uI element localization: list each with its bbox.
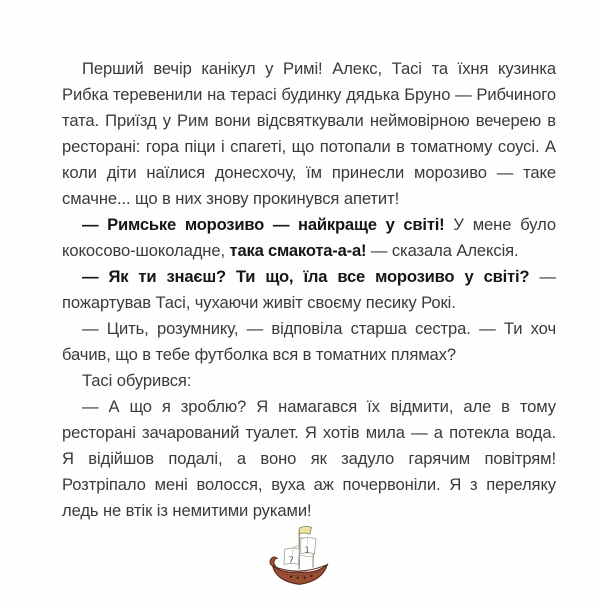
body-text: — А що я зроблю? Я намагався їх відмити, але в тому ресторані зачарований туалет. Я хотів мила — а потекла вода. Я відійшов подалі, а воно як задуло гарячим повітрям! Розтріпало мені волосся, вуха аж почервоніли. Я з переляку ледь не втік із немитими руками!: [62, 397, 556, 520]
body-text: Перший вечір канікул у Римі! Алекс, Тасі та їхня кузинка Рибка теревенили на терасі будинку дядька Бруно — Рибчиного тата. Приїзд у Рим вони відсвяткували неймовірною вечерею в ресторані: гора піци і спагеті, що потопали в томатному соусі. А коли діти наїлися донесхочу, їм принесли морозиво — таке смачне... що в них знову прокинувся апетит!: [62, 59, 556, 208]
pirate-ship-svg: [254, 522, 346, 598]
paragraph: [62, 368, 556, 394]
emphasis-text: — Римське морозиво — найкраще у світі!: [82, 215, 445, 234]
paragraph: [62, 394, 556, 524]
body-text: Тасі обурився:: [82, 371, 192, 390]
body-text: — пожартував Тасі, чухаючи живіт своєму песику Рокі.: [62, 267, 556, 312]
paragraph: [62, 316, 556, 368]
page-number-digit: 7: [288, 554, 294, 565]
body-text: — Цить, розумнику, — відповіла старша сестра. — Ти хоч бачив, що в тебе футболка вся в томатних плямах?: [62, 319, 556, 364]
pirate-ship-icon: [254, 522, 346, 598]
emphasis-text: така смакота-а-а!: [229, 241, 367, 260]
body-text: У мене було кокосово-шоколадне,: [62, 215, 557, 260]
ship-flag: [299, 526, 311, 534]
paragraph: [62, 212, 556, 264]
page-number-digit: 1: [304, 544, 310, 555]
emphasis-text: — Як ти знаєш? Ти що, їла все морозиво у світі?: [82, 267, 530, 286]
paragraph: [62, 264, 556, 316]
text-block: [62, 56, 556, 524]
body-text: — сказала Алексія.: [366, 241, 519, 260]
paragraph: [62, 56, 556, 212]
